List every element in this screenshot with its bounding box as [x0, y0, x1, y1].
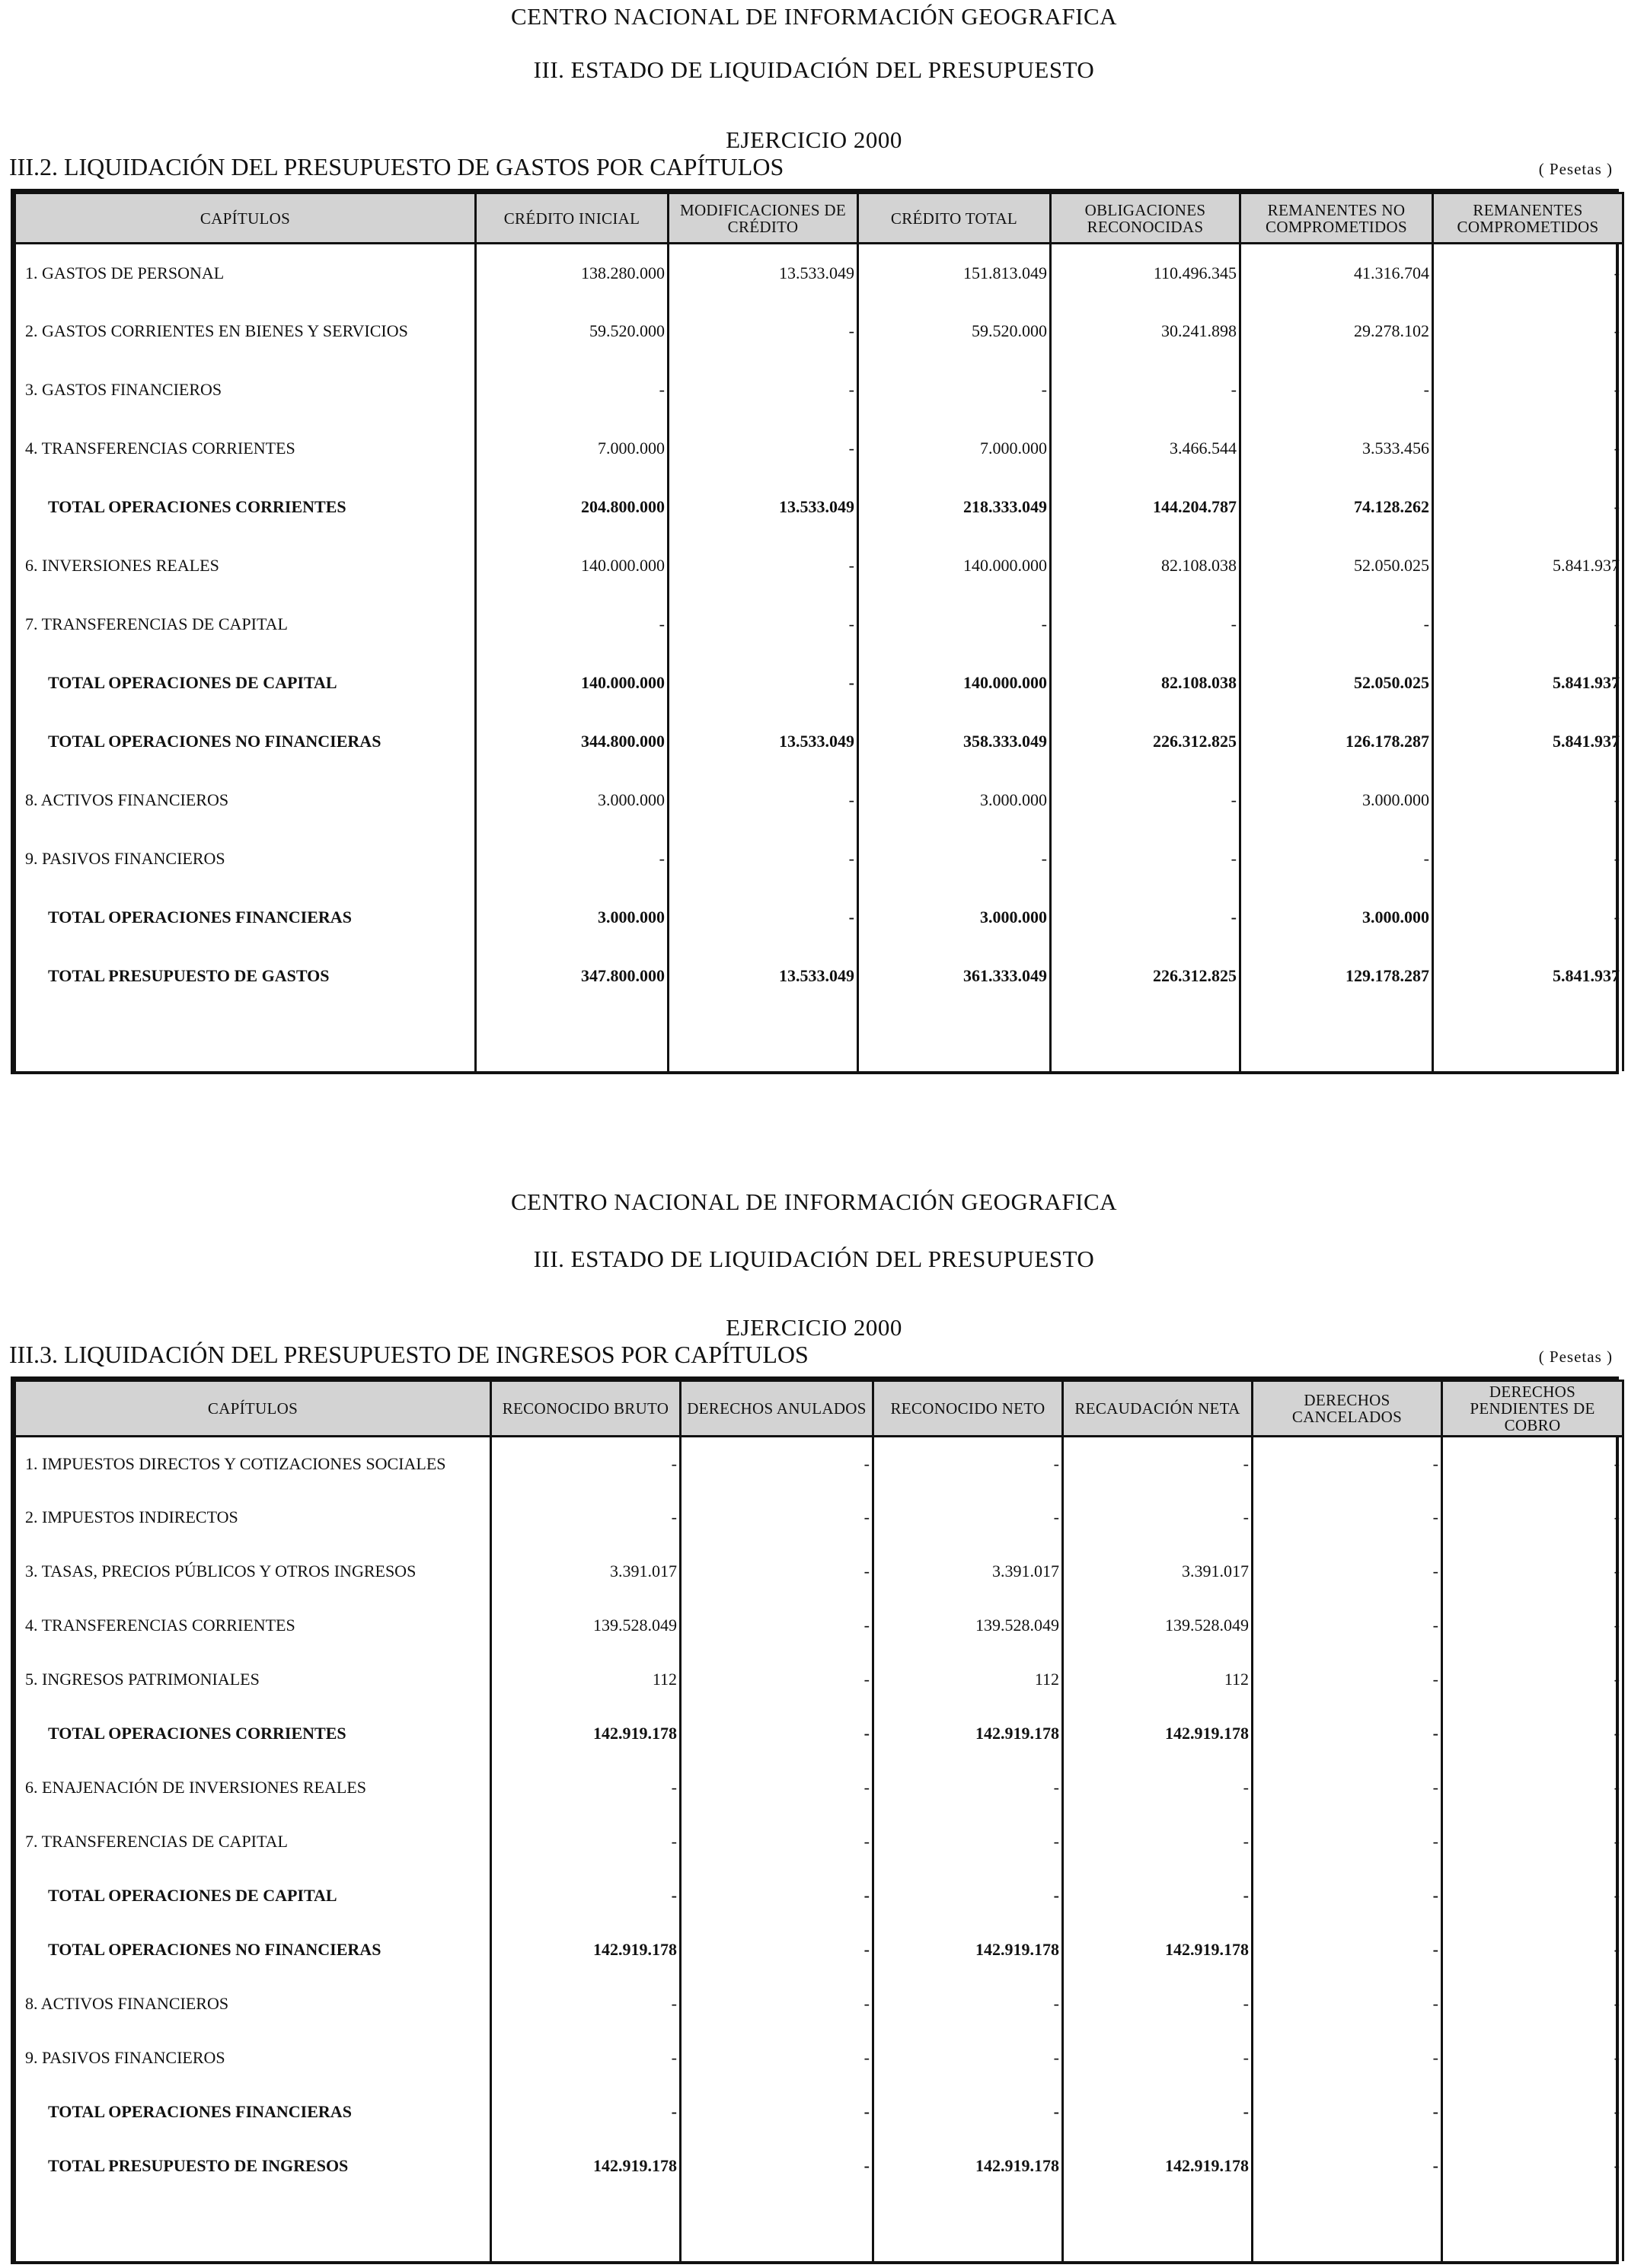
empty-cell	[873, 2193, 1063, 2262]
cell-value: 3.391.017	[491, 1545, 681, 1599]
cell-value: 41.316.704	[1240, 244, 1433, 302]
cell-value: -	[491, 1977, 681, 2031]
cell-value: -	[1063, 2031, 1253, 2085]
cell-value: -	[669, 595, 858, 654]
cell-value: -	[669, 771, 858, 830]
cell-value: -	[1253, 1869, 1442, 1923]
cell-value: -	[1253, 1653, 1442, 1707]
cell-value: 82.108.038	[1051, 537, 1240, 595]
table-row	[15, 1815, 1623, 1869]
cell-value: -	[491, 1869, 681, 1923]
empty-cell	[1253, 2193, 1442, 2262]
cell-value: -	[1253, 1815, 1442, 1869]
cell-value: -	[491, 2031, 681, 2085]
cell-value: 5.841.937	[1433, 947, 1623, 1006]
row-label: 7. TRANSFERENCIAS DE CAPITAL	[15, 595, 476, 654]
empty-cell	[858, 1006, 1051, 1072]
cell-value: 139.528.049	[873, 1599, 1063, 1653]
cell-value: 139.528.049	[1063, 1599, 1253, 1653]
cell-value: 142.919.178	[491, 1923, 681, 1977]
ingresos-subtitle: III.3. LIQUIDACIÓN DEL PRESUPUESTO DE INGRESOS POR CAPÍTULOS	[9, 1341, 809, 1368]
cell-value: -	[1051, 361, 1240, 419]
cell-value: -	[1442, 1977, 1623, 2031]
cell-value: 3.000.000	[1240, 888, 1433, 947]
row-label: 7. TRANSFERENCIAS DE CAPITAL	[15, 1815, 491, 1869]
cell-value: 82.108.038	[1051, 654, 1240, 713]
cell-value: -	[681, 2085, 873, 2139]
row-label: 4. TRANSFERENCIAS CORRIENTES	[15, 419, 476, 478]
table-row	[15, 1923, 1623, 1977]
col-header: CRÉDITO TOTAL	[858, 193, 1051, 244]
cell-value: 361.333.049	[858, 947, 1051, 1006]
cell-value: -	[1063, 2085, 1253, 2139]
table-row	[15, 478, 1623, 537]
cell-value: -	[1063, 1491, 1253, 1545]
cell-value: -	[681, 2031, 873, 2085]
row-label: TOTAL PRESUPUESTO DE INGRESOS	[15, 2139, 491, 2193]
cell-value: 344.800.000	[476, 713, 669, 771]
cell-value: -	[681, 1977, 873, 2031]
row-label: TOTAL OPERACIONES CORRIENTES	[15, 478, 476, 537]
gastos-subtitle: III.2. LIQUIDACIÓN DEL PRESUPUESTO DE GASTOS POR CAPÍTULOS	[9, 153, 784, 180]
cell-value: 59.520.000	[858, 302, 1051, 361]
cell-value: 140.000.000	[476, 654, 669, 713]
row-label: 6. INVERSIONES REALES	[15, 537, 476, 595]
cell-value: 3.000.000	[1240, 771, 1433, 830]
cell-value: -	[681, 1599, 873, 1653]
cell-value: 13.533.049	[669, 244, 858, 302]
cell-value: 226.312.825	[1051, 947, 1240, 1006]
cell-value: 347.800.000	[476, 947, 669, 1006]
cell-value: -	[858, 830, 1051, 888]
cell-value: 144.204.787	[1051, 478, 1240, 537]
gastos-table	[11, 189, 1619, 1074]
table-row	[15, 1653, 1623, 1707]
cell-value: 110.496.345	[1051, 244, 1240, 302]
cell-value: -	[1433, 595, 1623, 654]
cell-value: -	[1442, 1599, 1623, 1653]
cell-value: -	[1253, 1707, 1442, 1761]
table-row	[15, 1977, 1623, 2031]
cell-value: 13.533.049	[669, 713, 858, 771]
cell-value: -	[1253, 1491, 1442, 1545]
cell-value: -	[873, 1815, 1063, 1869]
col-header: RECONOCIDO NETO	[873, 1381, 1063, 1437]
cell-value: -	[1433, 478, 1623, 537]
row-label: 2. GASTOS CORRIENTES EN BIENES Y SERVICIOS	[15, 302, 476, 361]
cell-value: -	[873, 1869, 1063, 1923]
row-label: 1. IMPUESTOS DIRECTOS Y COTIZACIONES SOCIALES	[15, 1437, 491, 1491]
cell-value: 140.000.000	[476, 537, 669, 595]
cell-value: 129.178.287	[1240, 947, 1433, 1006]
row-label: TOTAL OPERACIONES DE CAPITAL	[15, 654, 476, 713]
row-label: TOTAL OPERACIONES NO FINANCIERAS	[15, 1923, 491, 1977]
col-header: DERECHOS ANULADOS	[681, 1381, 873, 1437]
cell-value: -	[1051, 771, 1240, 830]
table-row	[15, 1869, 1623, 1923]
cell-value: -	[669, 302, 858, 361]
col-header: REMANENTES NO COMPROMETIDOS	[1240, 193, 1433, 244]
cell-value: -	[681, 1815, 873, 1869]
cell-value: 5.841.937	[1433, 713, 1623, 771]
cell-value: -	[873, 1761, 1063, 1815]
row-label: TOTAL OPERACIONES NO FINANCIERAS	[15, 713, 476, 771]
ejercicio-label: EJERCICIO 2000	[726, 1314, 902, 1341]
empty-cell	[15, 2193, 491, 2262]
cell-value: 3.000.000	[858, 771, 1051, 830]
cell-value: -	[1051, 595, 1240, 654]
unit-label: ( Pesetas )	[1538, 160, 1613, 178]
cell-value: -	[1442, 1815, 1623, 1869]
cell-value: 142.919.178	[1063, 1707, 1253, 1761]
col-header: RECAUDACIÓN NETA	[1063, 1381, 1253, 1437]
cell-value: -	[1253, 1599, 1442, 1653]
org-title: CENTRO NACIONAL DE INFORMACIÓN GEOGRAFICA	[510, 3, 1118, 30]
col-header: OBLIGACIONES RECONOCIDAS	[1051, 193, 1240, 244]
cell-value: -	[476, 830, 669, 888]
cell-value: 3.391.017	[1063, 1545, 1253, 1599]
cell-value: -	[873, 2031, 1063, 2085]
empty-cell	[669, 1006, 858, 1072]
cell-value: 3.000.000	[476, 888, 669, 947]
table-row	[15, 2085, 1623, 2139]
cell-value: -	[873, 2085, 1063, 2139]
cell-value: -	[681, 1923, 873, 1977]
table-row	[15, 654, 1623, 713]
cell-value: -	[681, 1653, 873, 1707]
row-label: 6. ENAJENACIÓN DE INVERSIONES REALES	[15, 1761, 491, 1815]
col-header: DERECHOS PENDIENTES DE COBRO	[1442, 1381, 1623, 1437]
cell-value: 151.813.049	[858, 244, 1051, 302]
cell-value: 7.000.000	[476, 419, 669, 478]
table-row	[15, 595, 1623, 654]
col-header: CAPÍTULOS	[15, 1381, 491, 1437]
row-label: 8. ACTIVOS FINANCIEROS	[15, 1977, 491, 2031]
table-row	[15, 1599, 1623, 1653]
table-row	[15, 1761, 1623, 1815]
cell-value: -	[1442, 1437, 1623, 1491]
empty-cell	[1051, 1006, 1240, 1072]
table-filler-row	[15, 2193, 1623, 2262]
row-label: TOTAL OPERACIONES FINANCIERAS	[15, 888, 476, 947]
cell-value: 138.280.000	[476, 244, 669, 302]
cell-value: 112	[873, 1653, 1063, 1707]
cell-value: 5.841.937	[1433, 654, 1623, 713]
cell-value: -	[681, 2139, 873, 2193]
row-label: 3. GASTOS FINANCIEROS	[15, 361, 476, 419]
row-label: 9. PASIVOS FINANCIEROS	[15, 830, 476, 888]
cell-value: -	[1442, 1923, 1623, 1977]
cell-value: 52.050.025	[1240, 654, 1433, 713]
ingresos-header-row	[15, 1381, 1623, 1437]
state-title: III. ESTADO DE LIQUIDACIÓN DEL PRESUPUESTO	[533, 56, 1095, 83]
table-row	[15, 244, 1623, 302]
table-row	[15, 1545, 1623, 1599]
col-header: CAPÍTULOS	[15, 193, 476, 244]
row-label: TOTAL OPERACIONES DE CAPITAL	[15, 1869, 491, 1923]
cell-value: 5.841.937	[1433, 537, 1623, 595]
org-title: CENTRO NACIONAL DE INFORMACIÓN GEOGRAFICA	[510, 1188, 1118, 1215]
table-row	[15, 302, 1623, 361]
cell-value: -	[669, 537, 858, 595]
cell-value: -	[873, 1977, 1063, 2031]
cell-value: -	[1433, 361, 1623, 419]
col-header: MODIFICACIONES DE CRÉDITO	[669, 193, 858, 244]
cell-value: -	[1442, 1653, 1623, 1707]
cell-value: -	[858, 361, 1051, 419]
cell-value: -	[1063, 1437, 1253, 1491]
table-row	[15, 888, 1623, 947]
cell-value: 59.520.000	[476, 302, 669, 361]
cell-value: 74.128.262	[1240, 478, 1433, 537]
cell-value: -	[1253, 1545, 1442, 1599]
cell-value: 13.533.049	[669, 478, 858, 537]
cell-value: -	[1240, 361, 1433, 419]
cell-value: -	[1253, 2031, 1442, 2085]
cell-value: -	[1442, 2085, 1623, 2139]
cell-value: 142.919.178	[1063, 1923, 1253, 1977]
cell-value: 29.278.102	[1240, 302, 1433, 361]
cell-value: -	[1063, 1815, 1253, 1869]
empty-cell	[1063, 2193, 1253, 2262]
cell-value: -	[491, 1761, 681, 1815]
cell-value: -	[1442, 1707, 1623, 1761]
cell-value: 142.919.178	[873, 2139, 1063, 2193]
cell-value: -	[681, 1869, 873, 1923]
ingresos-table	[11, 1376, 1619, 2264]
col-header: CRÉDITO INICIAL	[476, 193, 669, 244]
cell-value: -	[873, 1491, 1063, 1545]
cell-value: -	[1442, 2139, 1623, 2193]
empty-cell	[1433, 1006, 1623, 1072]
cell-value: -	[1051, 830, 1240, 888]
col-header: REMANENTES COMPROMETIDOS	[1433, 193, 1623, 244]
unit-label: ( Pesetas )	[1538, 1348, 1613, 1366]
col-header: RECONOCIDO BRUTO	[491, 1381, 681, 1437]
cell-value: 142.919.178	[1063, 2139, 1253, 2193]
empty-cell	[476, 1006, 669, 1072]
row-label: 4. TRANSFERENCIAS CORRIENTES	[15, 1599, 491, 1653]
cell-value: 226.312.825	[1051, 713, 1240, 771]
cell-value: -	[669, 888, 858, 947]
table-row	[15, 537, 1623, 595]
row-label: 9. PASIVOS FINANCIEROS	[15, 2031, 491, 2085]
cell-value: -	[1442, 2031, 1623, 2085]
empty-cell	[15, 1006, 476, 1072]
table-row	[15, 2139, 1623, 2193]
cell-value: -	[1433, 244, 1623, 302]
row-label: 3. TASAS, PRECIOS PÚBLICOS Y OTROS INGRESOS	[15, 1545, 491, 1599]
table-row	[15, 1437, 1623, 1491]
cell-value: -	[1253, 1437, 1442, 1491]
cell-value: 139.528.049	[491, 1599, 681, 1653]
cell-value: -	[1240, 595, 1433, 654]
table-row	[15, 361, 1623, 419]
table-row	[15, 771, 1623, 830]
cell-value: -	[681, 1437, 873, 1491]
state-title: III. ESTADO DE LIQUIDACIÓN DEL PRESUPUESTO	[533, 1246, 1095, 1272]
col-header: DERECHOS CANCELADOS	[1253, 1381, 1442, 1437]
cell-value: 112	[491, 1653, 681, 1707]
cell-value: 13.533.049	[669, 947, 858, 1006]
empty-cell	[1240, 1006, 1433, 1072]
row-label: TOTAL PRESUPUESTO DE GASTOS	[15, 947, 476, 1006]
cell-value: -	[1442, 1491, 1623, 1545]
cell-value: -	[491, 1491, 681, 1545]
cell-value: 52.050.025	[1240, 537, 1433, 595]
cell-value: 218.333.049	[858, 478, 1051, 537]
cell-value: -	[1442, 1761, 1623, 1815]
cell-value: 140.000.000	[858, 654, 1051, 713]
cell-value: 3.466.544	[1051, 419, 1240, 478]
cell-value: 142.919.178	[491, 1707, 681, 1761]
cell-value: -	[1051, 888, 1240, 947]
cell-value: -	[1433, 888, 1623, 947]
empty-cell	[491, 2193, 681, 2262]
cell-value: -	[1063, 1761, 1253, 1815]
cell-value: 126.178.287	[1240, 713, 1433, 771]
cell-value: -	[858, 595, 1051, 654]
cell-value: -	[1253, 1923, 1442, 1977]
cell-value: -	[669, 419, 858, 478]
cell-value: 204.800.000	[476, 478, 669, 537]
table-row	[15, 713, 1623, 771]
row-label: TOTAL OPERACIONES FINANCIERAS	[15, 2085, 491, 2139]
gastos-header-row	[15, 193, 1623, 244]
cell-value: -	[1433, 302, 1623, 361]
row-label: 1. GASTOS DE PERSONAL	[15, 244, 476, 302]
cell-value: -	[1442, 1545, 1623, 1599]
cell-value: -	[491, 1437, 681, 1491]
row-label: 5. INGRESOS PATRIMONIALES	[15, 1653, 491, 1707]
cell-value: -	[1433, 830, 1623, 888]
cell-value: -	[476, 361, 669, 419]
cell-value: -	[1253, 1977, 1442, 2031]
cell-value: 30.241.898	[1051, 302, 1240, 361]
cell-value: 358.333.049	[858, 713, 1051, 771]
cell-value: -	[1253, 2139, 1442, 2193]
table-filler-row	[15, 1006, 1623, 1072]
cell-value: -	[1063, 1977, 1253, 2031]
cell-value: -	[476, 595, 669, 654]
table-row	[15, 2031, 1623, 2085]
cell-value: -	[681, 1707, 873, 1761]
table-row	[15, 1491, 1623, 1545]
cell-value: -	[1240, 830, 1433, 888]
cell-value: -	[1253, 2085, 1442, 2139]
cell-value: 142.919.178	[873, 1923, 1063, 1977]
cell-value: -	[681, 1491, 873, 1545]
cell-value: -	[669, 830, 858, 888]
cell-value: -	[873, 1437, 1063, 1491]
cell-value: -	[1433, 771, 1623, 830]
empty-cell	[681, 2193, 873, 2262]
cell-value: -	[681, 1545, 873, 1599]
cell-value: 3.000.000	[858, 888, 1051, 947]
table-row	[15, 1707, 1623, 1761]
table-row	[15, 830, 1623, 888]
cell-value: -	[491, 1815, 681, 1869]
cell-value: -	[1442, 1869, 1623, 1923]
cell-value: 7.000.000	[858, 419, 1051, 478]
row-label: 8. ACTIVOS FINANCIEROS	[15, 771, 476, 830]
cell-value: 3.533.456	[1240, 419, 1433, 478]
cell-value: 142.919.178	[873, 1707, 1063, 1761]
ejercicio-label: EJERCICIO 2000	[726, 126, 902, 153]
cell-value: 112	[1063, 1653, 1253, 1707]
cell-value: -	[1063, 1869, 1253, 1923]
cell-value: 140.000.000	[858, 537, 1051, 595]
table-row	[15, 947, 1623, 1006]
row-label: 2. IMPUESTOS INDIRECTOS	[15, 1491, 491, 1545]
cell-value: 3.000.000	[476, 771, 669, 830]
empty-cell	[1442, 2193, 1623, 2262]
cell-value: -	[681, 1761, 873, 1815]
cell-value: -	[1253, 1761, 1442, 1815]
row-label: TOTAL OPERACIONES CORRIENTES	[15, 1707, 491, 1761]
cell-value: -	[491, 2085, 681, 2139]
table-row	[15, 419, 1623, 478]
cell-value: -	[669, 361, 858, 419]
cell-value: 142.919.178	[491, 2139, 681, 2193]
cell-value: 3.391.017	[873, 1545, 1063, 1599]
cell-value: -	[1433, 419, 1623, 478]
cell-value: -	[669, 654, 858, 713]
